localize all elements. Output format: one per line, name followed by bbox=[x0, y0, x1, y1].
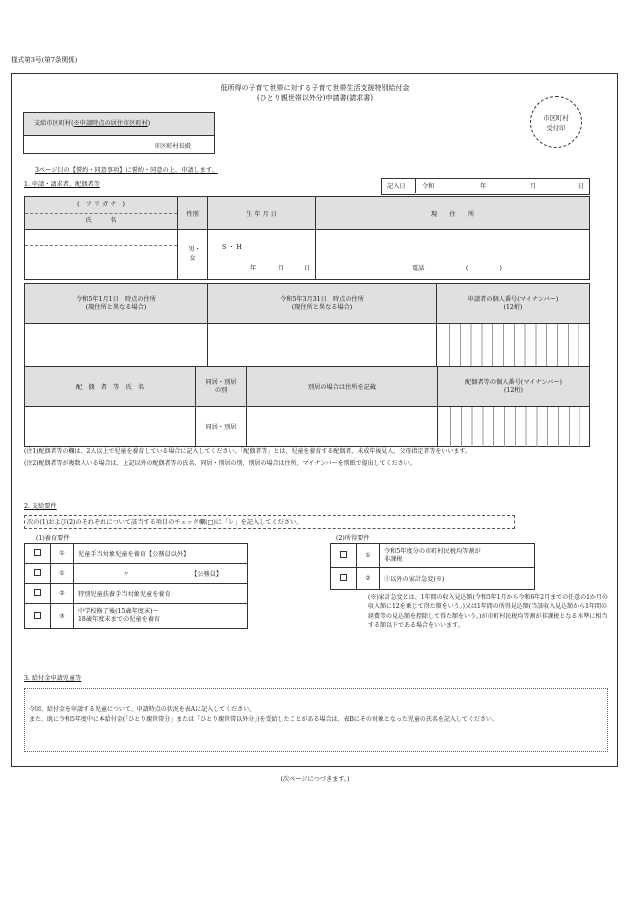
applicant-mynumber-header: 申請者の個人番号(マイナンバー) (12桁) bbox=[437, 284, 590, 324]
entry-date-year: 年 bbox=[480, 183, 487, 190]
applicant-table bbox=[24, 196, 590, 280]
birthdate-header: 生 年 月 日 bbox=[208, 197, 316, 230]
section3-box bbox=[24, 688, 608, 752]
income-item-text: 令和5年度分の市町村民税均等割が 非課税 bbox=[380, 544, 535, 568]
care-checkbox-1[interactable] bbox=[25, 544, 51, 564]
name-header: ( フ リ ガ ナ ) 氏 名 bbox=[25, 197, 178, 230]
income-item-num: ① bbox=[357, 544, 380, 568]
gender-header: 性別 bbox=[178, 197, 208, 230]
address-cell[interactable]: 電話 ( ) bbox=[316, 230, 590, 280]
care-requirement-table bbox=[24, 543, 248, 629]
income-requirement-title: (2)所得要件 bbox=[336, 535, 370, 542]
care-item-num: ③ bbox=[51, 604, 74, 629]
spouse-name-cell[interactable] bbox=[25, 407, 196, 447]
spouse-table bbox=[24, 366, 590, 447]
entry-date-day: 日 bbox=[578, 183, 585, 190]
care-item-num: ① bbox=[51, 544, 74, 564]
income-checkbox-1[interactable] bbox=[331, 544, 357, 568]
form-number: 様式第3号(第7条関係) bbox=[11, 56, 78, 64]
care-item-num: ① bbox=[51, 564, 74, 584]
address-mar31-cell[interactable] bbox=[208, 324, 437, 367]
spouse-name-header: 配 偶 者 等 氏 名 bbox=[25, 367, 196, 407]
care-item-num: ② bbox=[51, 584, 74, 604]
spouse-address-cell[interactable] bbox=[247, 407, 438, 447]
recipient-label: 支給市区町村(※申請時点の居住市区町村) bbox=[34, 120, 151, 127]
care-checkbox-3[interactable] bbox=[25, 584, 51, 604]
cohabitation-cell[interactable]: 同居・別居 bbox=[196, 407, 247, 447]
section3-text2: また、既に令和5年度中に本給付金(「ひとり親世帯分」または「ひとり親世帯以外分」)を受給したことがある場合は、表Bにその対象となった児童の氏名を記入してください。 bbox=[29, 716, 498, 723]
checkbox-icon[interactable] bbox=[340, 551, 347, 558]
checkbox-icon[interactable] bbox=[34, 589, 41, 596]
section2-instruction: 次の(1)および(2)のそれぞれについて該当する項目のチェック欄(□)に「レ」を記入してください。 bbox=[27, 519, 303, 526]
income-item-num: ② bbox=[357, 568, 380, 590]
care-item-text: 児童手当対象児童を養育【公務員以外】 bbox=[74, 544, 248, 564]
section1-title: 1. 申請・請求者、配偶者等 bbox=[24, 181, 100, 188]
checkbox-icon[interactable] bbox=[34, 612, 41, 619]
form-title-line1: 低所得の子育て世帯に対する子育て世帯生活支援特別給付金 bbox=[220, 84, 410, 92]
care-checkbox-2[interactable] bbox=[25, 564, 51, 584]
care-requirement-title: (1)養育要件 bbox=[36, 535, 70, 542]
form-title-line2: (ひとり親世帯以外分)申請書(請求書) bbox=[257, 94, 373, 102]
section3-title: 3. 給付金申請児童等 bbox=[24, 675, 82, 682]
income-checkbox-2[interactable] bbox=[331, 568, 357, 590]
address-mar31-header: 令和5年3月31日 時点の住所 (現住所と異なる場合) bbox=[208, 284, 437, 324]
entry-date-month: 月 bbox=[530, 183, 537, 190]
applicant-name-cell[interactable] bbox=[25, 230, 178, 280]
note-2: (注2)配偶者等が複数人いる場合は、上記以外の配偶者等の氏名、同居・別居の別、別居の場合は住所、マイナンバーを別紙で提出してください。 bbox=[24, 460, 416, 467]
entry-date-box[interactable] bbox=[381, 178, 590, 195]
address-jan1-header: 令和5年1月1日 時点の住所 (現住所と異なる場合) bbox=[25, 284, 208, 324]
income-requirement-table bbox=[330, 543, 535, 590]
income-note: (※)家計急変とは、1年間の収入見込額(令和5年1月から令和6年2月までの任意の1か月の収入額に12を乗じて得た額をいう。)又は1年間の所得見込額(当該収入見込額から1年間の経費等の見込額を控除して得た額をいう。)が市町村民税均等割が非課税となる水準に相当する額以下である場合をいいます。 bbox=[368, 594, 608, 629]
recipient-box bbox=[23, 112, 215, 154]
entry-date-label: 記入日 bbox=[387, 183, 406, 190]
section2-instruction-box bbox=[24, 515, 515, 529]
address-history-table bbox=[24, 283, 590, 367]
section2-title: 2. 支給要件 bbox=[24, 503, 57, 510]
checkbox-icon[interactable] bbox=[34, 569, 41, 576]
checkbox-icon[interactable] bbox=[34, 549, 41, 556]
pledge-instruction: 3ページ目の【誓約・同意事項】に誓約・同意の上、申請します。 bbox=[35, 167, 218, 174]
entry-date-era: 令和 bbox=[422, 183, 435, 190]
applicant-mynumber-cell[interactable] bbox=[437, 324, 590, 367]
gender-cell[interactable]: 男・女 bbox=[178, 230, 208, 280]
care-checkbox-4[interactable] bbox=[25, 604, 51, 629]
mayor-label: 市区町村長殿 bbox=[154, 143, 192, 150]
spouse-address-header: 別居の場合は住所を記載 bbox=[247, 367, 438, 407]
care-item-text: 〃 【公務員】 bbox=[74, 564, 248, 584]
spouse-mynumber-header: 配偶者等の個人番号(マイナンバー) (12桁) bbox=[438, 367, 590, 407]
footer-continued: (次ページにつづきます。) bbox=[280, 776, 350, 783]
birthdate-cell[interactable]: S ・ H 年 月 日 bbox=[208, 230, 316, 280]
care-item-text: 特別児童扶養手当対象児童を養育 bbox=[74, 584, 248, 604]
care-item-text: 中学校修了後(15歳年度末)～ 18歳年度末までの児童を養育 bbox=[74, 604, 248, 629]
spouse-mynumber-cell[interactable] bbox=[438, 407, 590, 447]
address-header: 現 住 所 bbox=[316, 197, 590, 230]
reception-stamp-area: 市区町村 受付印 bbox=[530, 96, 582, 148]
income-item-text: ①以外の家計急変(※) bbox=[380, 568, 535, 590]
note-1: (注1)配偶者等の欄は、2人以上で児童を養育している場合に記入してください。「配偶者等」とは、児童を養育する配偶者、未成年後見人、父母指定者等をいいます。 bbox=[24, 448, 471, 455]
address-jan1-cell[interactable] bbox=[25, 324, 208, 367]
checkbox-icon[interactable] bbox=[340, 574, 347, 581]
cohabitation-header: 同居・別居 の別 bbox=[196, 367, 247, 407]
section3-text1: 今回、給付金を申請する児童について、申請時点の状況を表Aに記入してください。 bbox=[29, 706, 256, 713]
